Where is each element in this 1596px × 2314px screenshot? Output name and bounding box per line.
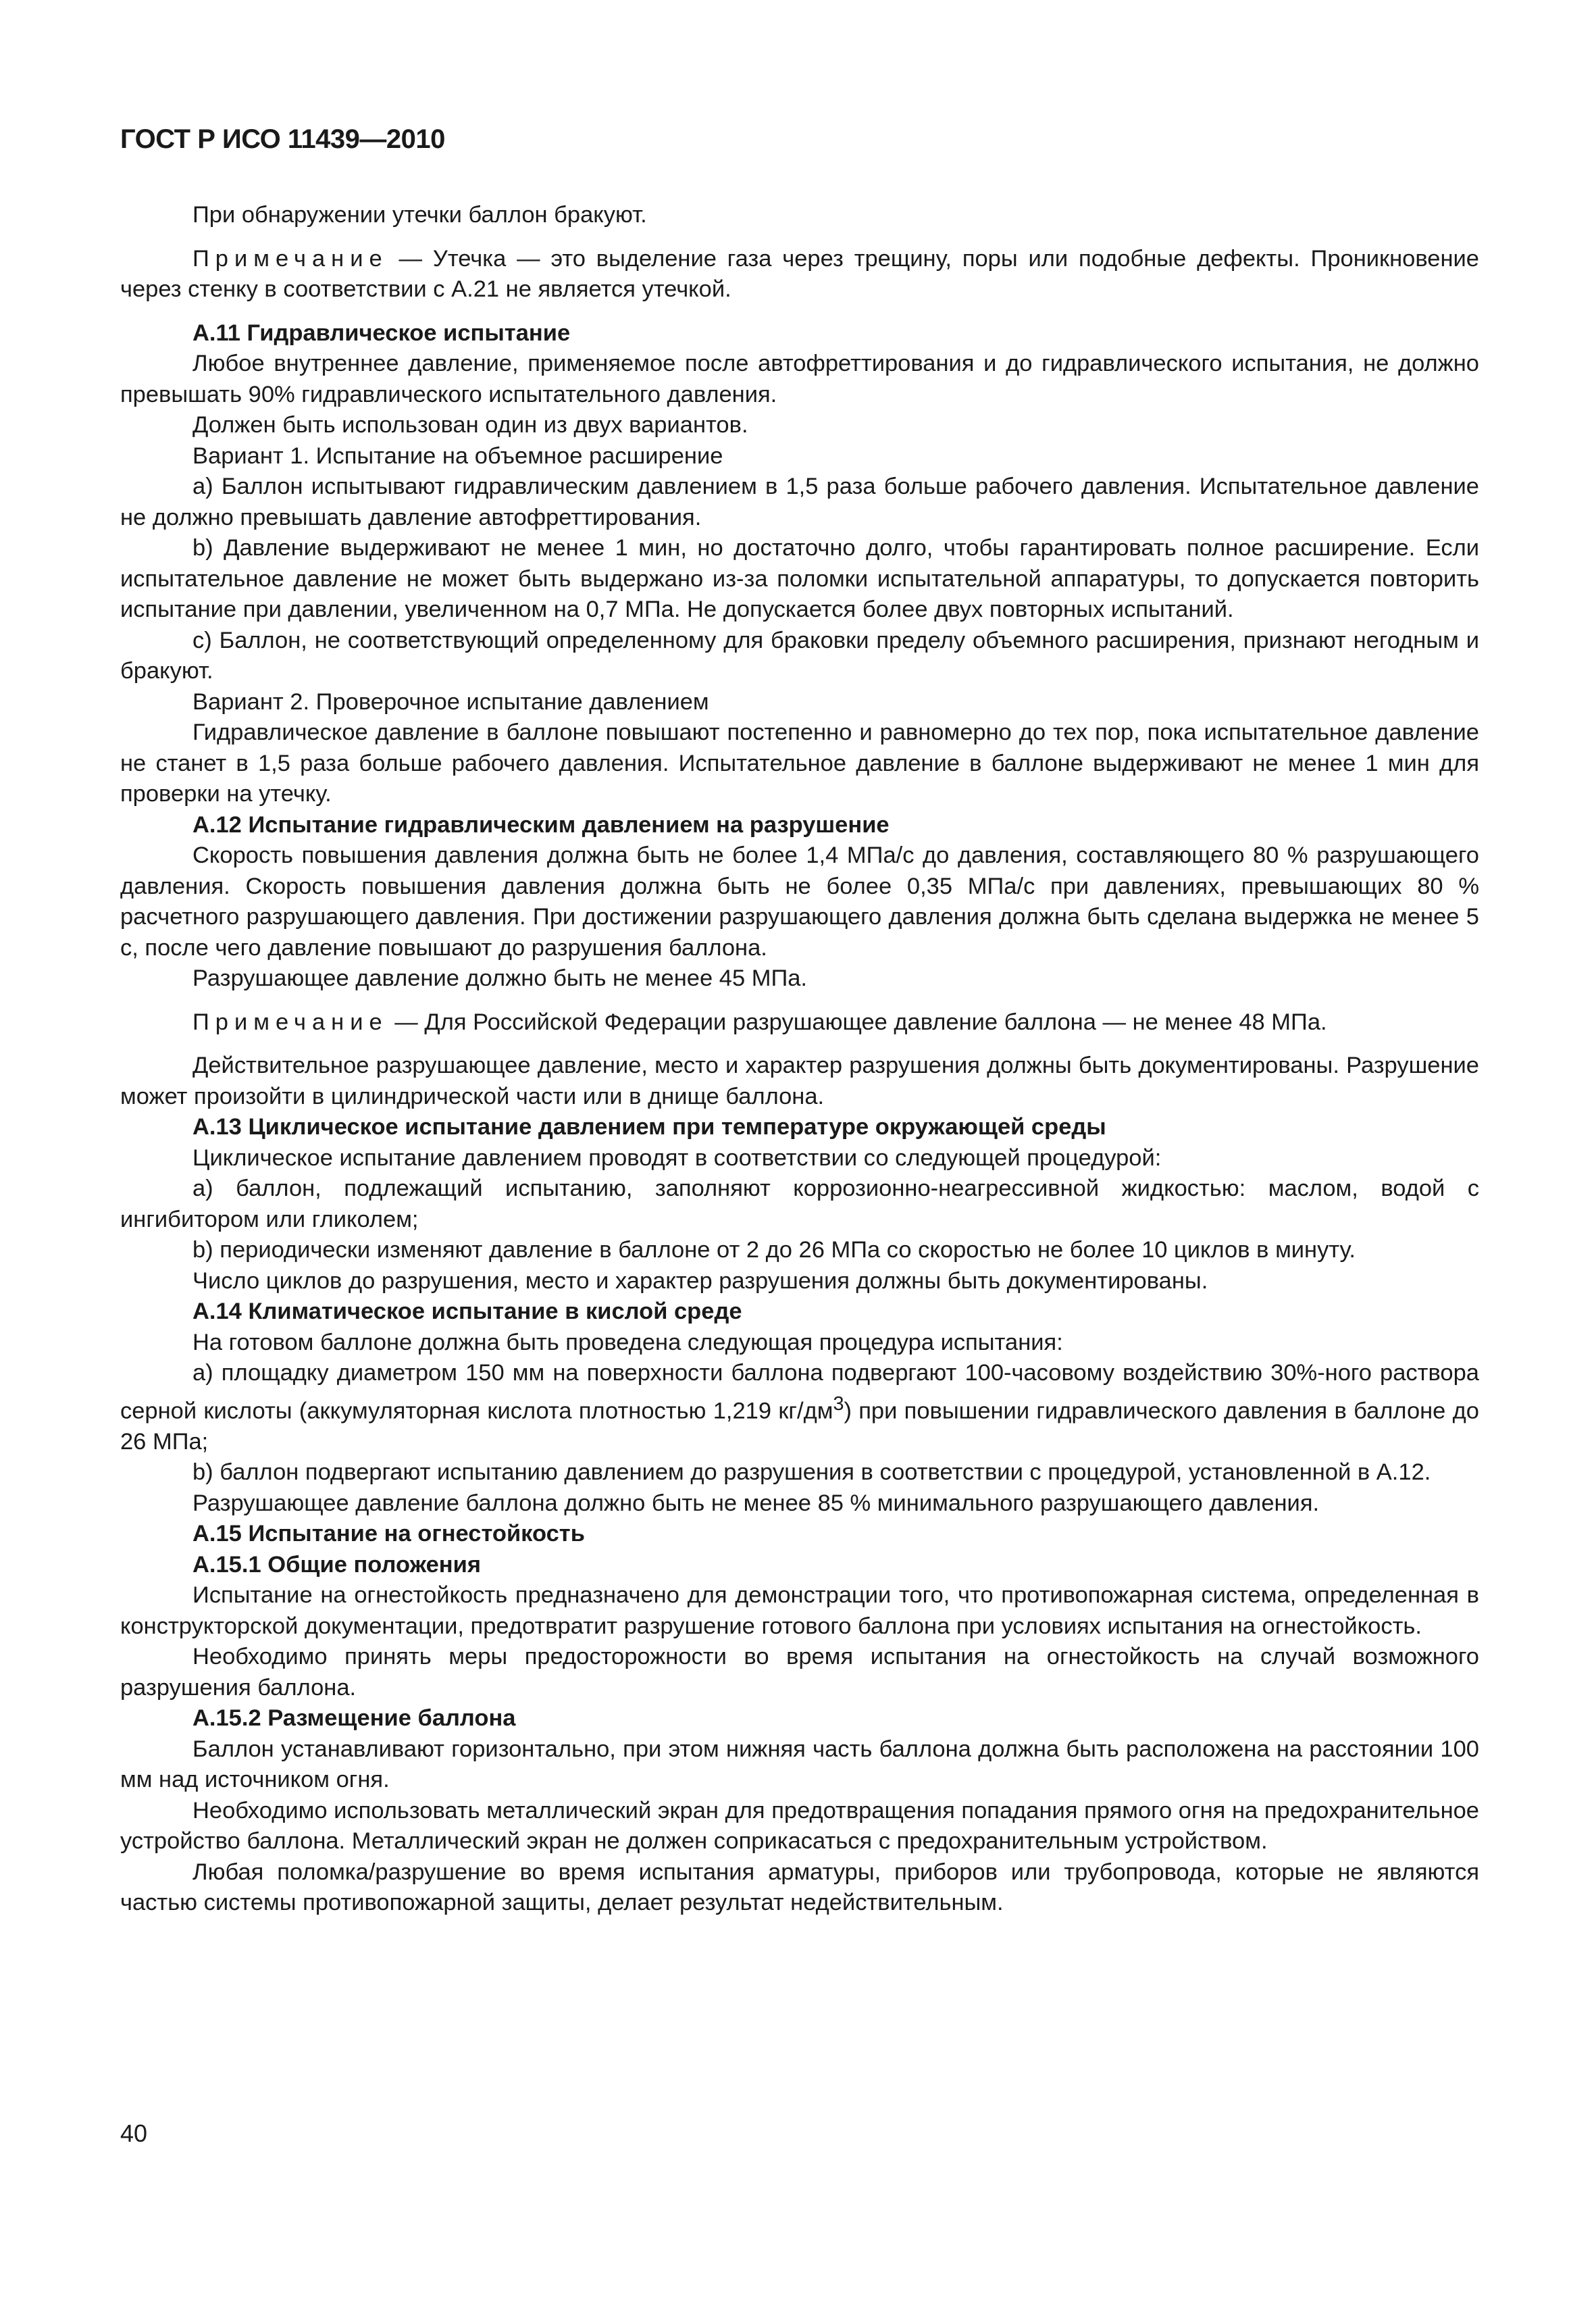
paragraph: Испытание на огнестойкость предназначено для демонстрации того, что противопожарная система, определенная в конструкторской документации, предотвратит разрушение готового баллона при условиях испытания на огнестойкость. — [120, 1582, 1479, 1639]
paragraph: Гидравлическое давление в баллоне повышают постепенно и равномерно до тех пор, пока испытательное давление не станет в 1,5 раза больше рабочего давления. Испытательное давление в баллоне выдерживают не менее 1 мин для проверки на утечку. — [120, 720, 1479, 807]
paragraph: На готовом баллоне должна быть проведена следующая процедура испытания: — [192, 1329, 1063, 1355]
superscript: 3 — [833, 1392, 844, 1415]
subsection-heading: А.15.1 Общие положения — [192, 1551, 481, 1578]
page-number: 40 — [120, 2119, 148, 2147]
paragraph: Число циклов до разрушения, место и характер разрушения должны быть документированы. — [192, 1267, 1208, 1294]
list-item — [120, 1358, 1479, 1457]
paragraph: Разрушающее давление баллона должно быть не менее 85 % минимального разрушающего давления. — [192, 1490, 1320, 1516]
section-heading: А.14 Климатическое испытание в кислой среде — [192, 1299, 742, 1324]
paragraph: Скорость повышения давления должна быть не более 1,4 МПа/с до давления, составляющего 80 % разрушающего давления. Скорость повышения давления должна быть не более 0,35 МПа/с при давлениях, превышающих 80 % расчетного разрушающего давления. При достижении разрушающего давления должна быть сделана выдержка не менее 5 с, после чего давление повышают до разрушения баллона. — [120, 842, 1479, 961]
paragraph: Необходимо принять меры предосторожности во время испытания на огнестойкость на случай возможного разрушения баллона. — [120, 1644, 1479, 1701]
section-heading: А.11 Гидравлическое испытание — [192, 320, 571, 346]
document-body — [120, 200, 1479, 1919]
list-item-tail: ) при повышении гидравлического давления в баллоне до 26 МПа; — [120, 1398, 1479, 1455]
paragraph: Необходимо использовать металлический экран для предотвращения попадания прямого огня на предохранительное устройство баллона. Металлический экран не должен соприкасаться с предохранительным устройством. — [120, 1797, 1479, 1854]
list-item-text: а) площадку диаметром 150 мм на поверхности баллона подвергают 100-часовому воздействию 30%-ного раствора серной кислоты (аккумуляторная кислота плотностью 1,219 кг/дм — [120, 1360, 1479, 1424]
paragraph: Циклическое испытание давлением проводят в соответствии со следующей процедурой: — [192, 1145, 1162, 1171]
paragraph: При обнаружении утечки баллон бракуют. — [192, 202, 647, 228]
section-heading: А.15 Испытание на огнестойкость — [192, 1521, 585, 1546]
section-heading: А.12 Испытание гидравлическим давлением на разрушение — [192, 811, 890, 838]
list-item: с) Баллон, не соответствующий определенному для браковки пределу объемного расширения, признают негодным и бракуют. — [120, 627, 1479, 684]
document-header: ГОСТ Р ИСО 11439—2010 — [120, 124, 445, 154]
paragraph: Вариант 2. Проверочное испытание давлением — [192, 688, 709, 715]
paragraph: Любая поломка/разрушение во время испытания арматуры, приборов или трубопровода, которые не являются частью системы противопожарной защиты, делает результат недействительным. — [120, 1859, 1479, 1915]
paragraph: Вариант 1. Испытание на объемное расширение — [192, 443, 723, 469]
list-item: а) баллон, подлежащий испытанию, заполняют коррозионно-неагрессивной жидкостью: маслом, водой с ингибитором или гликолем; — [120, 1176, 1479, 1232]
list-item: b) баллон подвергают испытанию давлением до разрушения в соответствии с процедурой, установленной в А.12. — [192, 1459, 1431, 1485]
note-paragraph — [120, 1007, 1479, 1038]
note-label: Примечание — [192, 245, 388, 272]
list-item: а) Баллон испытывают гидравлическим давлением в 1,5 раза больше рабочего давления. Испытательное давление не должно превышать давление автофреттирования. — [120, 474, 1479, 530]
note-text: — Утечка — это выделение газа через трещину, поры или подобные дефекты. Проникновение через стенку в соответствии с А.21 не является утечкой. — [120, 245, 1479, 302]
note-paragraph — [120, 244, 1479, 305]
section-heading: А.13 Циклическое испытание давлением при температуре окружающей среды — [192, 1114, 1106, 1140]
list-item: b) Давление выдерживают не менее 1 мин, но достаточно долго, чтобы гарантировать полное расширение. Если испытательное давление не может быть выдержано из-за поломки испытательной аппаратуры, то допускается повторить испытание при давлении, увеличенном на 0,7 МПа. Не допускается более двух повторных испытаний. — [120, 535, 1479, 622]
note-label: Примечание — [192, 1009, 388, 1035]
paragraph: Действительное разрушающее давление, место и характер разрушения должны быть документированы. Разрушение может произойти в цилиндрической части или в днище баллона. — [120, 1053, 1479, 1109]
paragraph: Баллон устанавливают горизонтально, при этом нижняя часть баллона должна быть расположена на расстоянии 100 мм над источником огня. — [120, 1736, 1479, 1792]
note-text: — Для Российской Федерации разрушающее давление баллона — не менее 48 МПа. — [388, 1009, 1327, 1035]
list-item: b) периодически изменяют давление в баллоне от 2 до 26 МПа со скоростью не более 10 циклов в минуту. — [192, 1237, 1356, 1263]
paragraph: Любое внутреннее давление, применяемое после автофреттирования и до гидравлического испытания, не должно превышать 90% гидравлического испытательного давления. — [120, 351, 1479, 407]
paragraph: Разрушающее давление должно быть не менее 45 МПа. — [192, 965, 808, 991]
subsection-heading: А.15.2 Размещение баллона — [192, 1705, 516, 1731]
paragraph: Должен быть использован один из двух вариантов. — [192, 412, 748, 438]
